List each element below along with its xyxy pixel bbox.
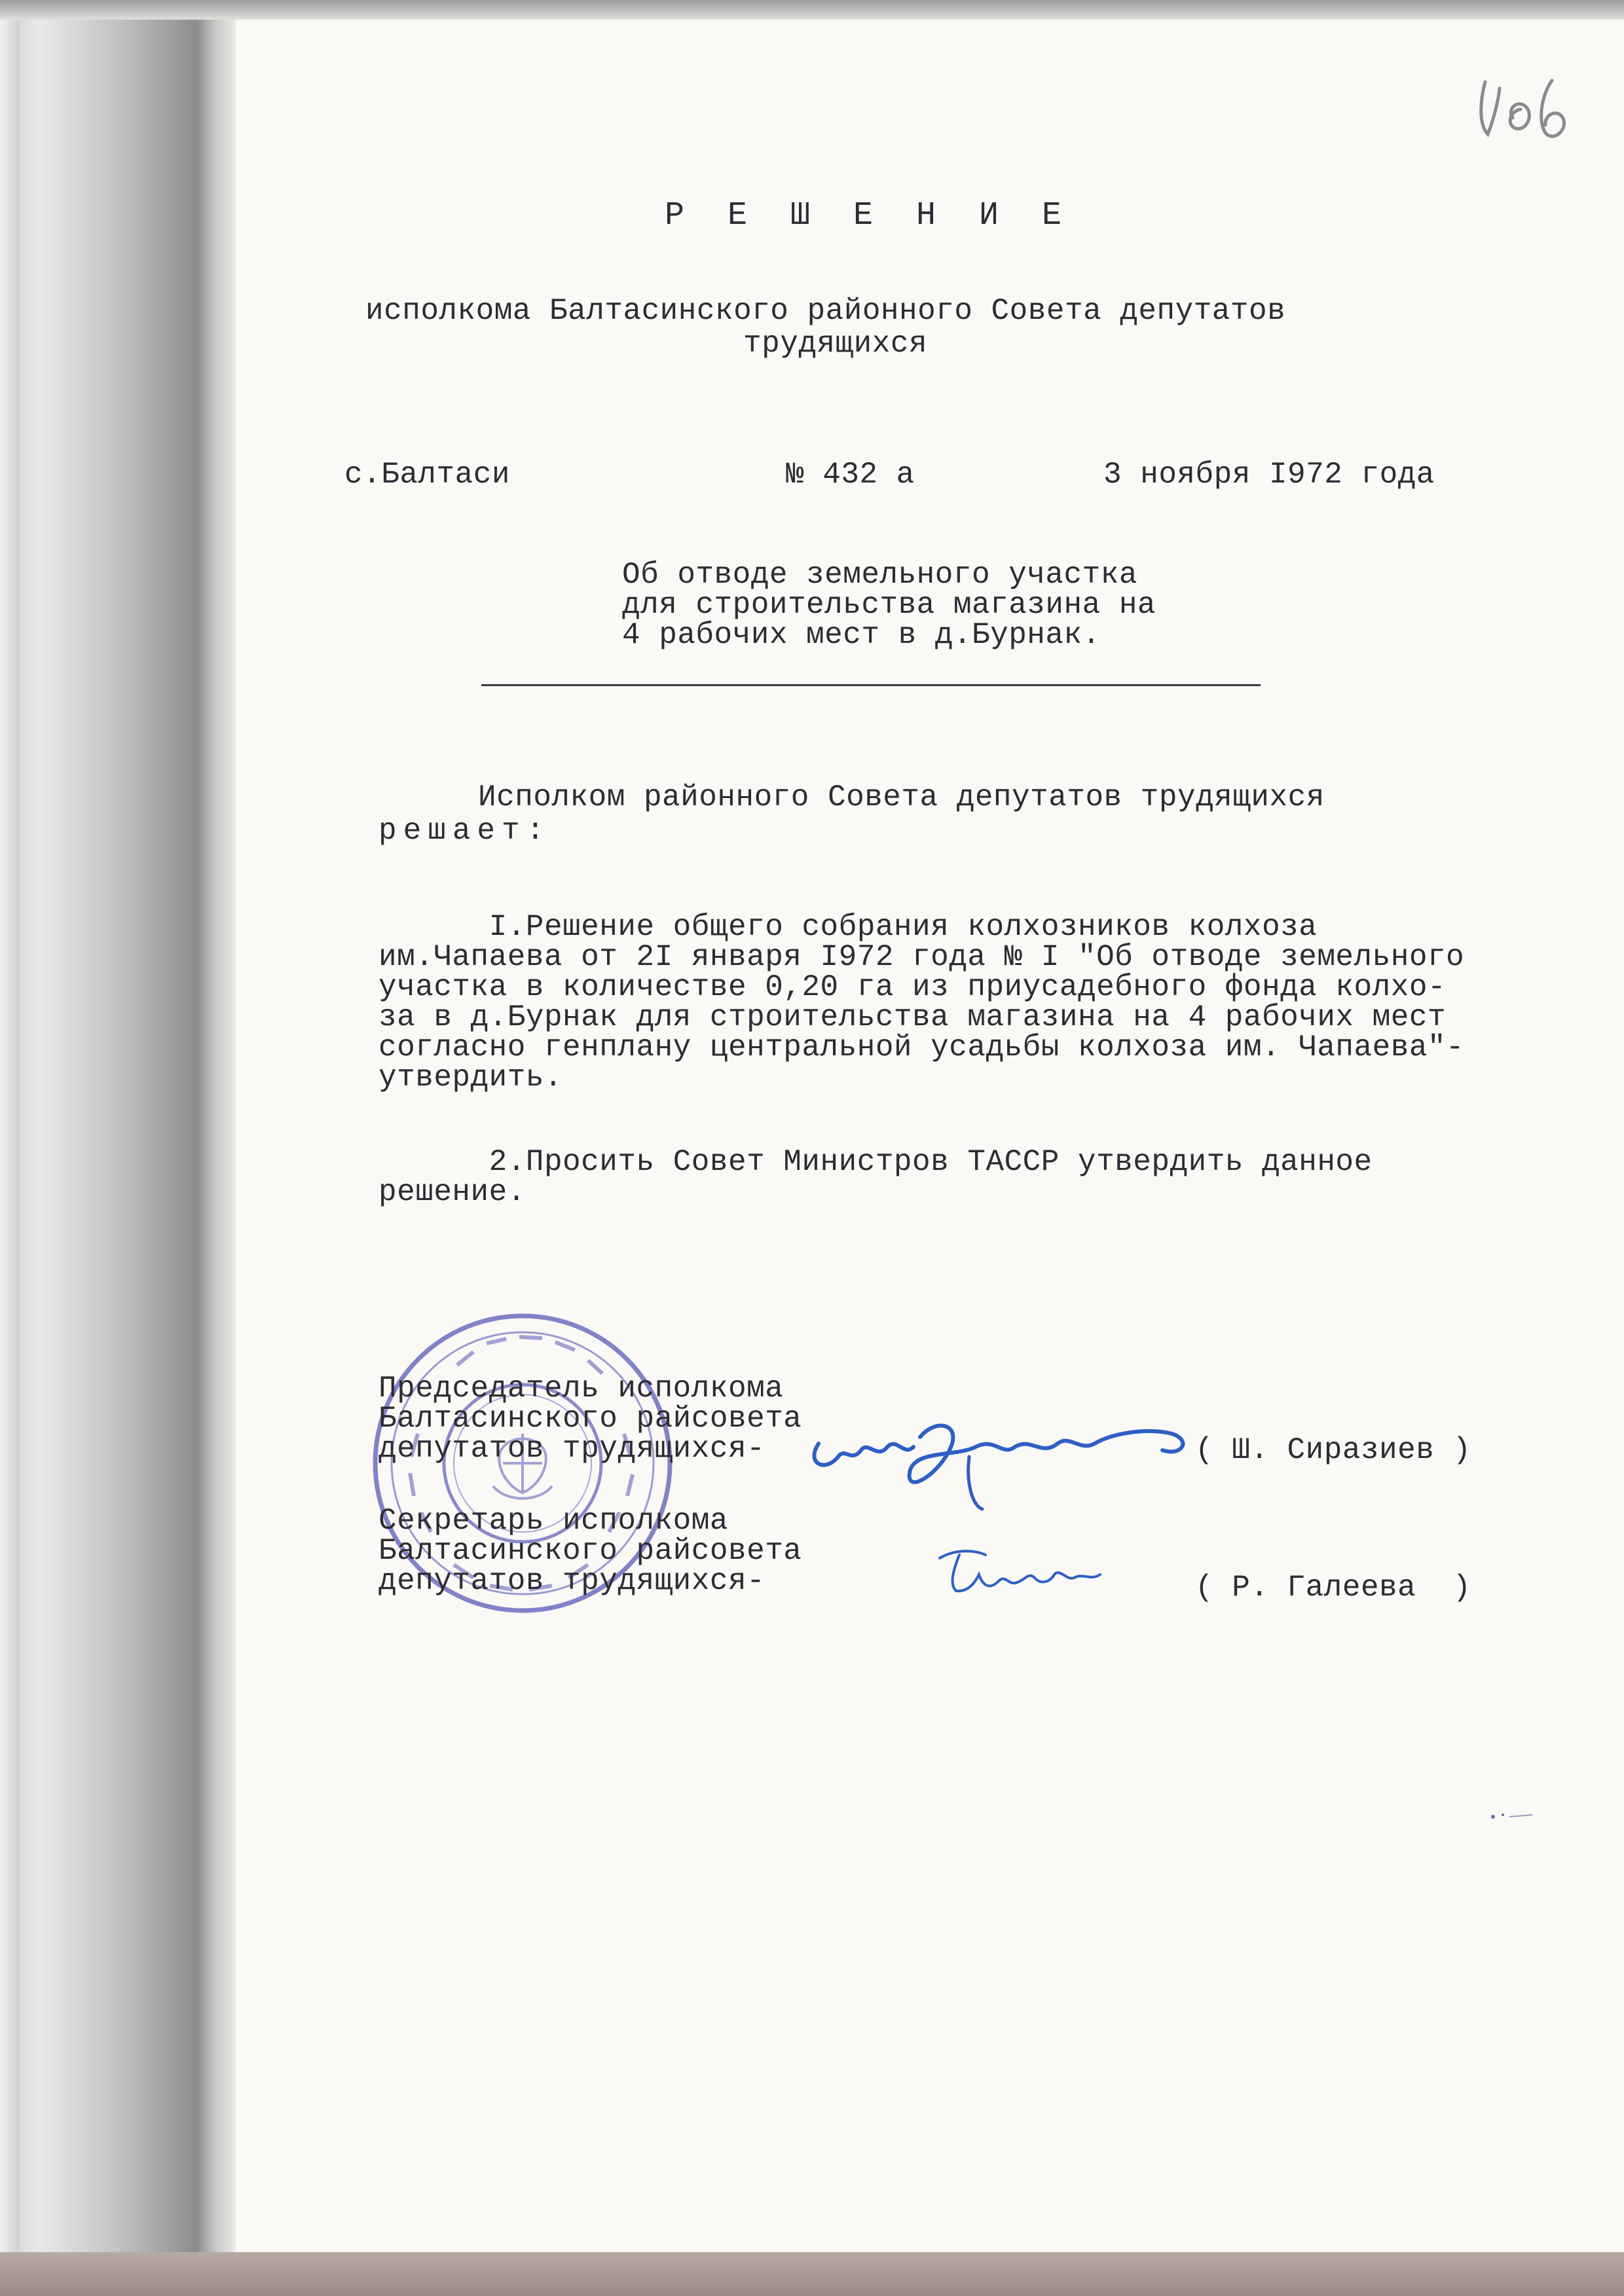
- resolves-word: решает:: [378, 814, 551, 848]
- decision-number: № 432 а: [786, 458, 915, 492]
- secretary-position: [378, 1506, 802, 1596]
- position-line: депутатов трудящихся-: [378, 1564, 766, 1598]
- issuer-line-2: трудящихся: [743, 327, 928, 361]
- clause-line: I.Решение общего собрания колхозников колхоза: [378, 910, 1318, 944]
- decision-place: с.Балтаси: [344, 458, 510, 492]
- position-line: депутатов трудящихся-: [378, 1432, 766, 1466]
- clause-line: 2.Просить Совет Министров ТАССР утвердить данное: [378, 1145, 1373, 1179]
- subject-divider: [481, 684, 1261, 686]
- top-edge-shadow: [0, 0, 1624, 20]
- issuer-line-1: исполкома Балтасинского районного Совета депутатов: [365, 294, 1286, 328]
- chairman-name: ( Ш. Сиразиев ): [1195, 1433, 1471, 1467]
- position-line: Балтасинского райсовета: [378, 1402, 802, 1436]
- decision-date: 3 ноября I972 года: [1103, 458, 1435, 492]
- clause-line: за в д.Бурнак для строительства магазина на 4 рабочих мест: [378, 1000, 1447, 1034]
- clause-line: согласно генплану центральной усадьбы колхоза им. Чапаева"-: [378, 1030, 1465, 1065]
- position-line: Балтасинского райсовета: [378, 1534, 802, 1568]
- document-title: Р Е Ш Е Н И Е: [665, 197, 1074, 234]
- secretary-signature: [930, 1545, 1126, 1604]
- clause-line: решение.: [378, 1175, 526, 1209]
- subject-line: 4 рабочих мест в д.Бурнак.: [622, 618, 1101, 652]
- clause-line: им.Чапаева от 2I января I972 года № I "Об отводе земельного: [378, 940, 1465, 974]
- archive-page-mark: [1473, 62, 1604, 154]
- intro-line: Исполком районного Совета депутатов трудящихся: [478, 780, 1325, 814]
- decision-subject: [622, 560, 1156, 650]
- position-line: Секретарь исполкома: [378, 1504, 728, 1538]
- ink-speck: [1486, 1807, 1539, 1827]
- position-line: Председатель исполкома: [378, 1372, 784, 1406]
- bottom-edge: [0, 2252, 1624, 2296]
- clause-line: участка в количестве 0,20 га из приусадебного фонда колхо-: [378, 970, 1447, 1004]
- subject-line: для строительства магазина на: [622, 588, 1156, 622]
- secretary-name: ( Р. Галеева ): [1195, 1571, 1471, 1605]
- book-binding-shadow: [0, 0, 236, 2296]
- chairman-position: [378, 1374, 802, 1464]
- clause-line: утвердить.: [378, 1061, 563, 1095]
- clause-1: [378, 912, 1464, 1093]
- chairman-signature: [805, 1411, 1198, 1516]
- left-edge: [0, 0, 20, 2296]
- subject-line: Об отводе земельного участка: [622, 558, 1137, 592]
- clause-2: [378, 1147, 1373, 1207]
